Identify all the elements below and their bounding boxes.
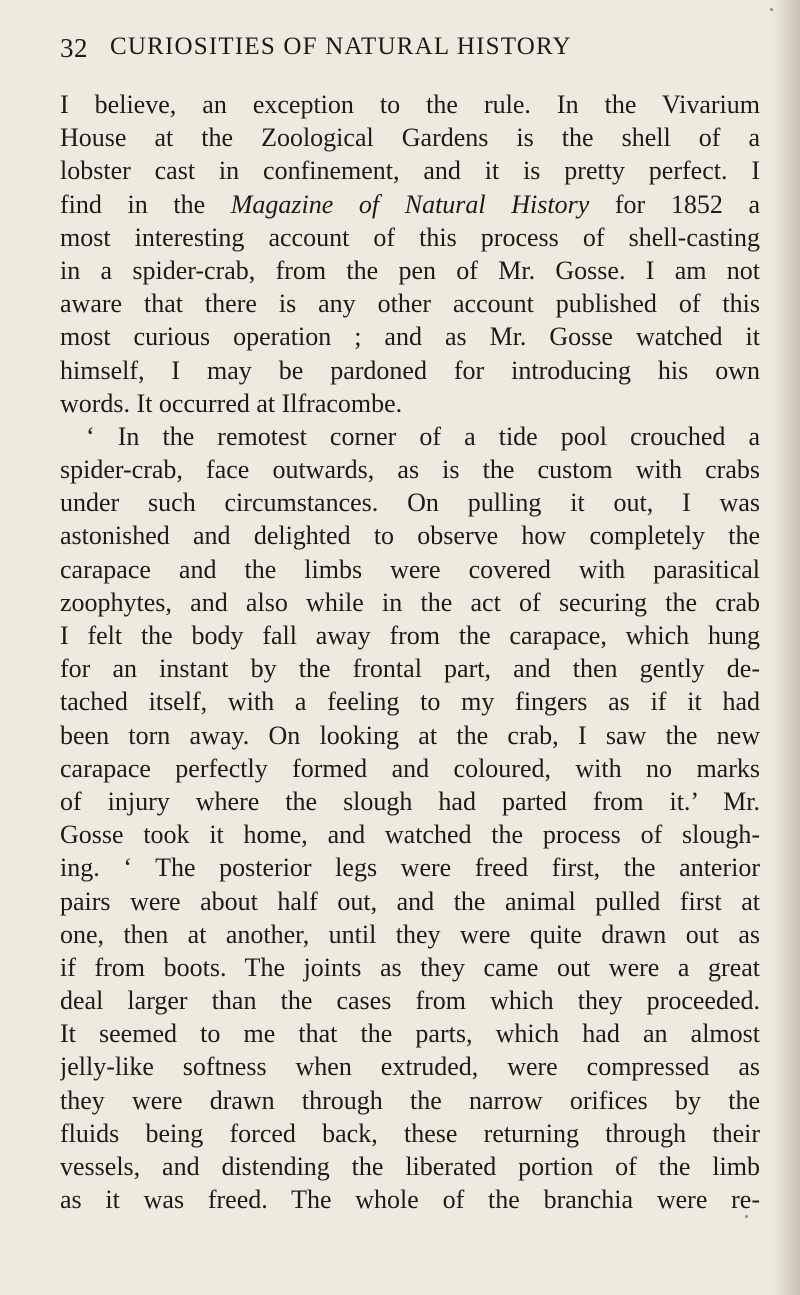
text-line: in a spider-crab, from the pen of Mr. Gosse. I am not	[60, 255, 760, 285]
text-line: deal larger than the cases from which they proceeded.	[60, 986, 760, 1016]
text-line: tached itself, with a feeling to my fingers as if it had	[60, 687, 760, 717]
text-line: fluids being forced back, these returning through their	[60, 1118, 760, 1148]
running-head	[60, 33, 780, 69]
text-line: I felt the body fall away from the carapace, which hung	[60, 621, 760, 650]
text-line: astonished and delighted to observe how completely the	[60, 521, 760, 551]
text-line: House at the Zoological Gardens is the shell of a	[60, 123, 760, 153]
text-line: under such circumstances. On pulling it out, I was	[60, 488, 760, 518]
body-text	[60, 88, 760, 1216]
text-line: most interesting account of this process of shell-casting	[60, 222, 760, 252]
text-fragment: find in the	[60, 189, 231, 219]
text-line: zoophytes, and also while in the act of securing the crab	[60, 587, 760, 617]
running-title: CURIOSITIES OF NATURAL HISTORY	[110, 33, 572, 60]
text-line: I believe, an exception to the rule. In the Vivarium	[60, 90, 760, 119]
text-line: if from boots. The joints as they came out were a great	[60, 952, 760, 982]
text-line: one, then at another, until they were quite drawn out as	[60, 919, 760, 949]
page-edge-shadow	[778, 0, 800, 1295]
text-line: most curious operation ; and as Mr. Gosse watched it	[60, 322, 760, 352]
page-number: 32	[60, 33, 88, 63]
text-line: lobster cast in confinement, and it is pretty perfect. I	[60, 156, 760, 186]
text-line: carapace and the limbs were covered with parasitical	[60, 554, 760, 584]
text-line: vessels, and distending the liberated portion of the limb	[60, 1152, 760, 1181]
text-line: for an instant by the frontal part, and then gently de-	[60, 654, 760, 684]
text-line: aware that there is any other account published of this	[60, 289, 760, 319]
text-line: ing. ‘ The posterior legs were freed first, the anterior	[60, 853, 760, 883]
text-line: spider-crab, face outwards, as is the custom with crabs	[60, 455, 760, 485]
text-line: of injury where the slough had parted from it.’ Mr.	[60, 786, 760, 816]
text-line: carapace perfectly formed and coloured, with no marks	[60, 753, 760, 783]
text-line: jelly-like softness when extruded, were compressed as	[60, 1052, 760, 1082]
text-line: ‘ In the remotest corner of a tide pool crouched a	[86, 421, 760, 451]
text-line: as it was freed. The whole of the branchia were re-	[60, 1185, 760, 1215]
text-line: It seemed to me that the parts, which had an almost	[60, 1019, 760, 1049]
paper-speck	[745, 1215, 748, 1218]
text-line: words. It occurred at Ilfracombe.	[60, 388, 403, 418]
text-line: been torn away. On looking at the crab, I saw the new	[60, 720, 760, 750]
text-line: they were drawn through the narrow orifices by the	[60, 1085, 760, 1115]
text-line-with-title	[60, 188, 760, 221]
text-line: himself, I may be pardoned for introducing his own	[60, 355, 760, 385]
text-line: Gosse took it home, and watched the process of slough-	[60, 820, 760, 850]
text-fragment: for 1852 a	[589, 189, 760, 219]
paper-speck	[770, 8, 773, 11]
periodical-title: Magazine of Natural History	[230, 189, 590, 219]
text-line: pairs were about half out, and the animal pulled first at	[60, 886, 760, 916]
